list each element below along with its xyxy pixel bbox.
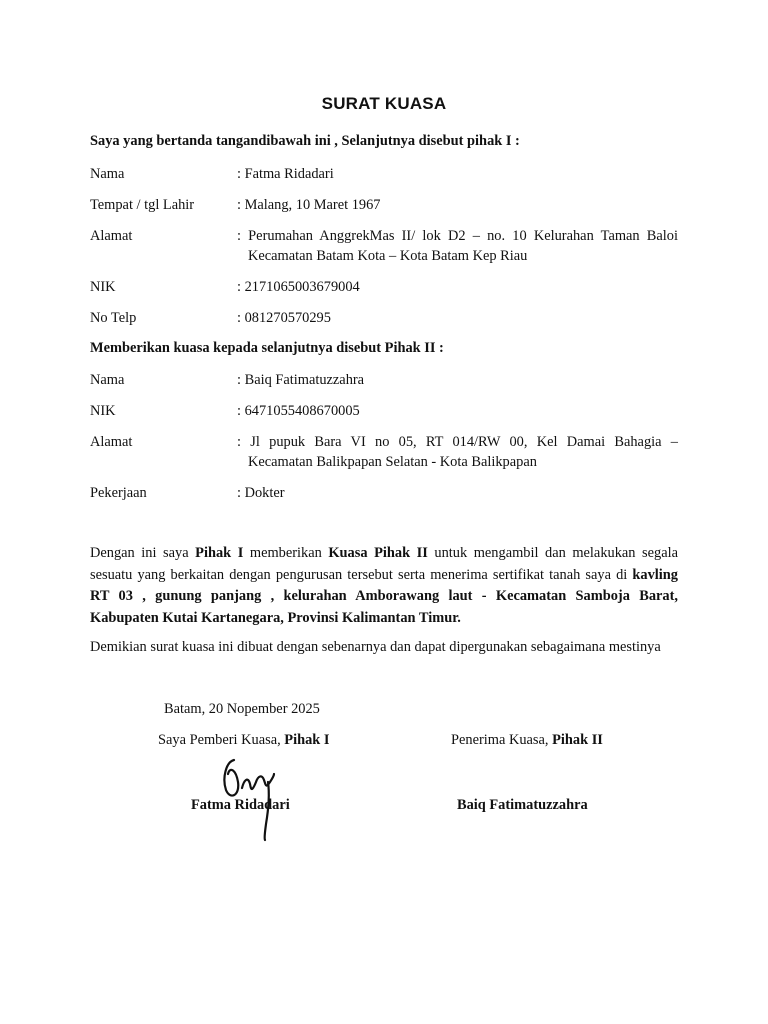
giver-role: Pihak I xyxy=(284,732,330,748)
para-kuasa-pihak2: Kuasa Pihak II xyxy=(328,545,428,561)
party1-address-line1: : Perumahan AnggrekMas II/ lok D2 – no. 10 Kelurahan Taman Baloi xyxy=(237,228,678,244)
party2-name-label: Nama xyxy=(90,372,125,388)
receiver-caption xyxy=(451,732,603,749)
party2-address-label: Alamat xyxy=(90,434,133,450)
closing-paragraph: Demikian surat kuasa ini dibuat dengan sebenarnya dan dapat dipergunakan sebagaimana mestinya xyxy=(90,639,661,655)
party1-address-line2: Kecamatan Batam Kota – Kota Batam Kep Riau xyxy=(248,248,528,264)
receiver-name: Baiq Fatimatuzzahra xyxy=(457,797,588,813)
authorization-paragraph xyxy=(90,543,678,629)
giver-caption xyxy=(158,732,330,749)
party2-address-line2: Kecamatan Balikpapan Selatan - Kota Balikpapan xyxy=(248,454,537,470)
party2-address-value xyxy=(237,432,678,472)
party1-phone-label: No Telp xyxy=(90,310,137,326)
party1-name-label: Nama xyxy=(90,166,125,182)
party1-address-label: Alamat xyxy=(90,228,133,244)
party2-job-value: : Dokter xyxy=(237,485,285,501)
para-text: Dengan ini saya xyxy=(90,545,196,561)
para-text: memberikan xyxy=(243,545,329,561)
party2-name-value: : Baiq Fatimatuzzahra xyxy=(237,372,365,388)
giver-caption-text: Saya Pemberi Kuasa, xyxy=(158,732,285,748)
giver-name: Fatma Ridadari xyxy=(191,797,290,813)
place-date: Batam, 20 Nopember 2025 xyxy=(164,701,320,717)
receiver-caption-text: Penerima Kuasa, xyxy=(451,732,553,748)
party1-birth-label: Tempat / tgl Lahir xyxy=(90,197,195,213)
party2-nik-value: : 6471055408670005 xyxy=(237,403,360,419)
party2-job-label: Pekerjaan xyxy=(90,485,147,501)
party2-heading: Memberikan kuasa kepada selanjutnya disebut Pihak II : xyxy=(90,340,444,356)
party1-nik-label: NIK xyxy=(90,279,116,295)
party1-birth-value: : Malang, 10 Maret 1967 xyxy=(237,197,381,213)
receiver-role: Pihak II xyxy=(552,732,603,748)
party2-nik-label: NIK xyxy=(90,403,116,419)
party1-name-value: : Fatma Ridadari xyxy=(237,166,334,182)
party1-nik-value: : 2171065003679004 xyxy=(237,279,360,295)
party1-address-value xyxy=(237,226,678,266)
party1-phone-value: : 081270570295 xyxy=(237,310,331,326)
party1-heading: Saya yang bertanda tangandibawah ini , Selanjutnya disebut pihak I : xyxy=(90,133,520,149)
document-title: SURAT KUASA xyxy=(321,94,447,113)
para-land-location: kavling RT 03 , gunung panjang , kelurahan Amborawang laut - Kecamatan Samboja Barat, Kabupaten Kutai Kartanegara, Provinsi Kalimantan Timur. xyxy=(90,566,678,626)
para-pihak1: Pihak I xyxy=(195,545,244,561)
para-text: untuk mengambil dan melakukan segala sesuatu yang berkaitan dengan pengurusan tersebut serta menerima sertifikat tanah saya di xyxy=(90,545,678,583)
party2-address-line1: : Jl pupuk Bara VI no 05, RT 014/RW 00, Kel Damai Bahagia – xyxy=(237,434,678,450)
